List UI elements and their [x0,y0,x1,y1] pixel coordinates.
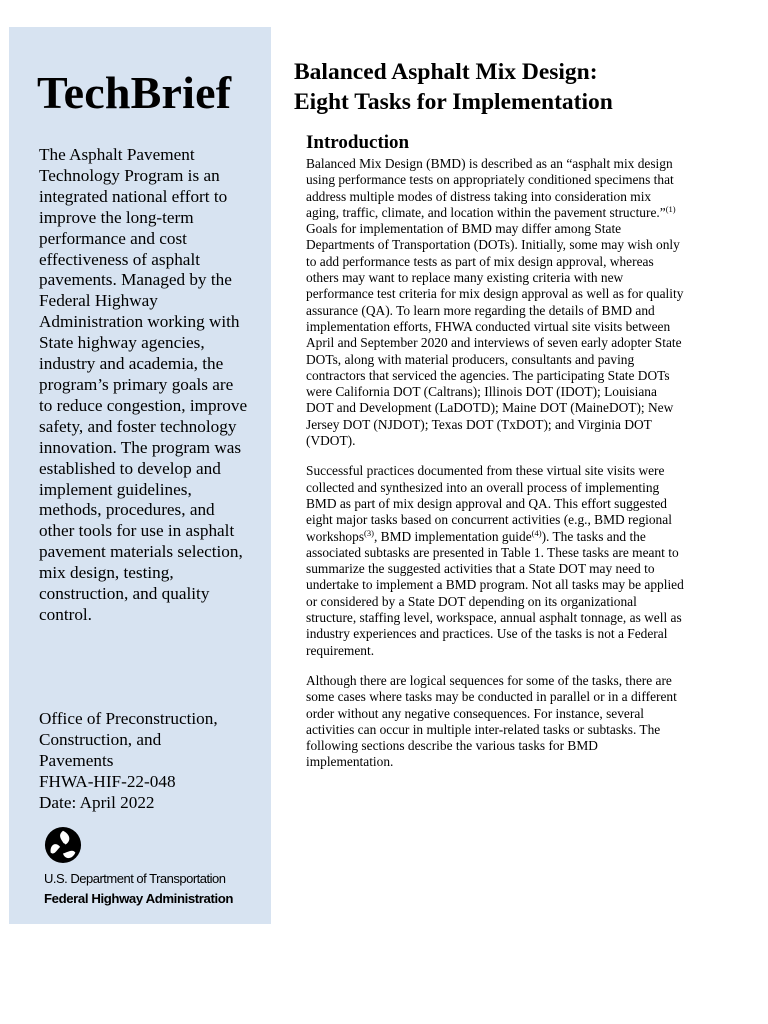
paragraph-text: Balanced Mix Design (BMD) is described as an “asphalt mix design using performance tests on appropriately conditioned specimens that address multiple modes of distress taking into consideration mix aging, traffic, climate, and location within the pavement structure.” [306,156,674,220]
paragraph-text: Although there are logical sequences for some of the tasks, there are some cases where tasks may be conducted in parallel or in a different order without any negative consequences. For instance, several activities can occur in multiple inter-related tasks or subtasks. The following sections describe the various tasks for BMD implementation. [306,672,677,770]
usdot-wordmark: U.S. Department of Transportation [44,871,226,886]
document-title-line: Eight Tasks for Implementation [294,88,613,115]
publication-date: Date: April 2022 [39,792,155,812]
document-title-line: Balanced Asphalt Mix Design: [294,59,598,85]
office-line: Pavements [39,750,114,770]
paragraph-text: ). The tasks and the associated subtasks are presented in Table 1. These tasks are meant to summarize the suggested activities that a State DOT may need to undertake to implement a BMD program. Not all tasks may be applied or considered by a State DOT depending on its organizational structure, staffing level, workspace, annual asphalt tonnage, as well as industry experiences and practices. Use of the tasks is not a Federal requirement. [306,528,684,658]
document-title [294,58,734,117]
paragraph-text: , BMD implementation guide [373,528,532,544]
paragraph-text: Successful practices documented from these virtual site visits were collected and synthesized into an overall process of implementing BMD as part of mix design approval and QA. This effort suggested eight major tasks based on concurrent activities (e.g., BMD regional workshops [306,463,672,544]
introduction-body [306,156,684,785]
brand-title: TechBrief [37,67,232,118]
paragraph-1 [306,156,684,449]
dot-triskelion-icon [44,826,82,864]
citation-3: (3) [364,527,374,538]
office-info [39,709,264,814]
paragraph-2 [306,463,684,659]
fhwa-wordmark: Federal Highway Administration [44,891,234,906]
paragraph-text: Goals for implementation of BMD may differ among State Departments of Transportation (DOTs). Initially, some may wish only to add performance tests as part of mix design approval, whereas others may want to replace many existing criteria with new performance test criteria for mix design approval as well as for quality assurance (QA). To learn more regarding the details of BMD and implementation efforts, FHWA conducted virtual site visits between April and September 2020 and interviews of seven early adopter State DOTs, along with material producers, consultants and paving contractors that serviced the agencies. The participating State DOTs were California DOT (Caltrans); Illinois DOT (IDOT); Louisiana DOT and Development (LaDOTD); Maine DOT (MaineDOT); New Jersey DOT (NJDOT); Texas DOT (TxDOT); and Virginia DOT (VDOT). [306,221,684,449]
report-number: FHWA-HIF-22-048 [39,771,176,791]
office-line: Construction, and [39,729,162,749]
citation-4: (4) [531,527,542,538]
program-description: The Asphalt Pavement Technology Program is an integrated national effort to improve the long-term performance and cost effectiveness of asphalt pavements. Managed by the Federal Highway Administration working with State highway agencies, industry and academia, the program’s primary goals are to reduce congestion, improve safety, and foster technology innovation. The program was established to develop and implement guidelines, methods, procedures, and other tools for use in asphalt pavement materials selection, mix design, testing, construction, and quality control. [39,145,248,624]
office-line: Office of Preconstruction, [39,709,218,728]
citation-1: (1) [665,203,676,214]
section-heading-introduction: Introduction [306,132,410,153]
paragraph-3 [306,673,684,771]
